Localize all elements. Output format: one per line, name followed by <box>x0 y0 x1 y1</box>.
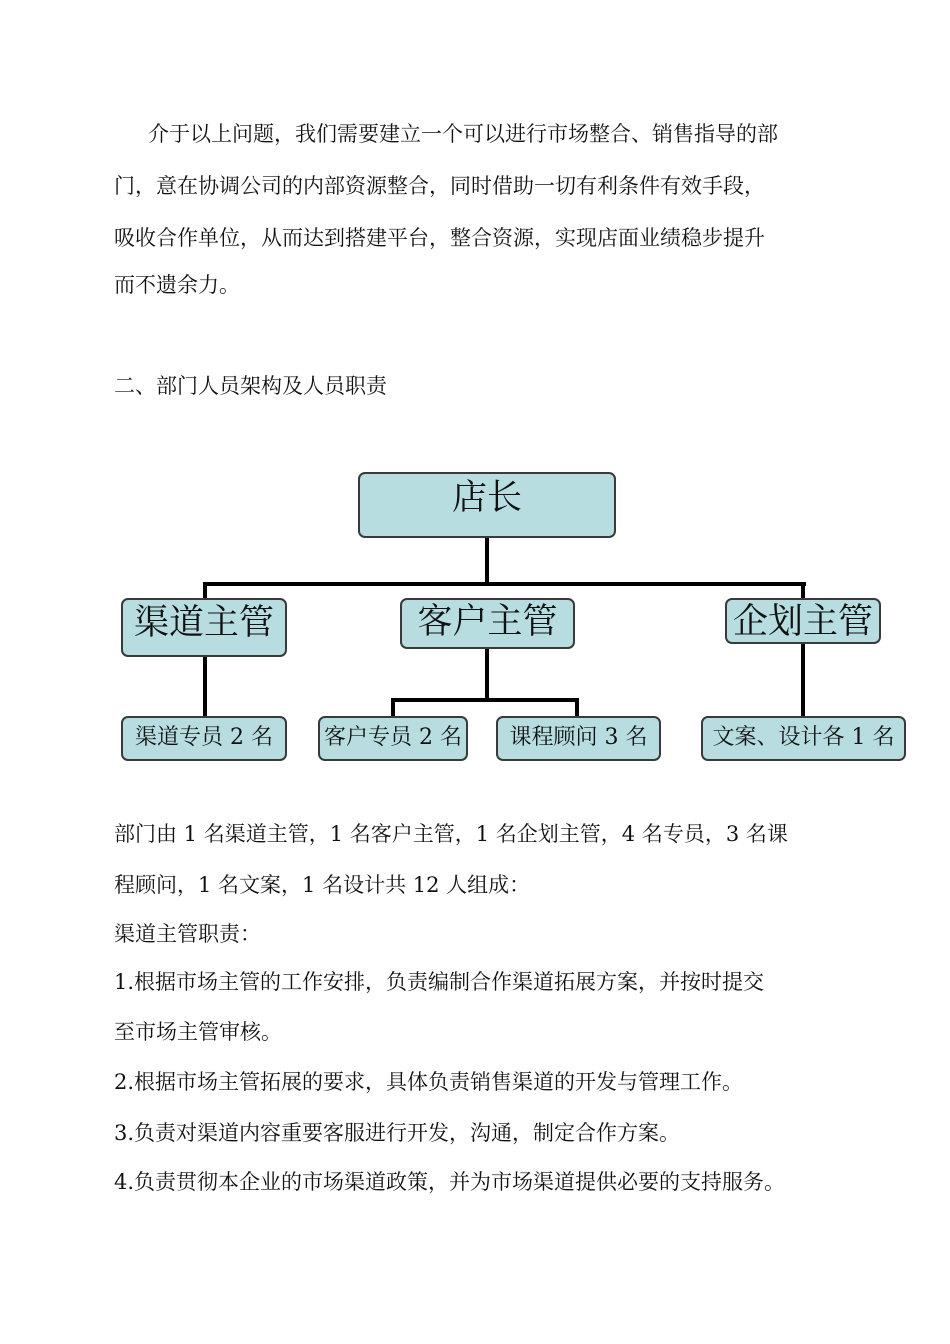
org-node-manager-channel: 渠道主管 <box>121 598 287 657</box>
intro-line-2: 门，意在协调公司的内部资源整合，同时借助一切有利条件有效手段， <box>114 174 765 198</box>
connector-mid-down <box>485 646 489 700</box>
section-heading: 二、部门人员架构及人员职责 <box>114 374 387 398</box>
intro-line-3: 吸收合作单位，从而达到搭建平台，整合资源，实现店面业绩稳步提升 <box>114 226 765 250</box>
composition-line-1: 部门由 1 名渠道主管，1 名客户主管，1 名企划主管，4 名专员，3 名课 <box>114 822 788 846</box>
connector-root-down <box>485 536 489 584</box>
intro-line-4: 而不遗余力。 <box>114 273 240 297</box>
duty-line-4: 3.负责对渠道内容重要客服进行开发，沟通，制定合作方案。 <box>114 1121 681 1145</box>
connector-right-down <box>801 641 805 717</box>
connector-mid-bar <box>391 698 579 702</box>
org-node-staff-customer: 客户专员 2 名 <box>318 716 468 761</box>
org-node-root: 店长 <box>358 472 616 538</box>
composition-line-2: 程顾问，1 名文案，1 名设计共 12 人组成： <box>114 873 531 897</box>
connector-left-down <box>203 655 207 717</box>
connector-manager-bar <box>203 582 806 586</box>
connector-mid-drop-right <box>575 698 579 718</box>
org-node-manager-planning: 企划主管 <box>725 598 881 644</box>
duty-line-5: 4.负责贯彻本企业的市场渠道政策，并为市场渠道提供必要的支持服务。 <box>114 1170 786 1194</box>
intro-line-1: 介于以上问题，我们需要建立一个可以进行市场整合、销售指导的部 <box>148 122 778 146</box>
org-node-staff-copy-design: 文案、设计各 1 名 <box>701 716 906 761</box>
org-node-staff-channel: 渠道专员 2 名 <box>121 716 287 761</box>
duties-title: 渠道主管职责： <box>114 922 261 946</box>
org-node-staff-course: 课程顾问 3 名 <box>496 716 661 761</box>
duty-line-2: 至市场主管审核。 <box>114 1020 282 1044</box>
connector-mid-drop-left <box>391 698 395 718</box>
duty-line-3: 2.根据市场主管拓展的要求，具体负责销售渠道的开发与管理工作。 <box>114 1070 744 1094</box>
org-node-manager-customer: 客户主管 <box>400 598 575 649</box>
duty-line-1: 1.根据市场主管的工作安排，负责编制合作渠道拓展方案，并按时提交 <box>114 970 765 994</box>
